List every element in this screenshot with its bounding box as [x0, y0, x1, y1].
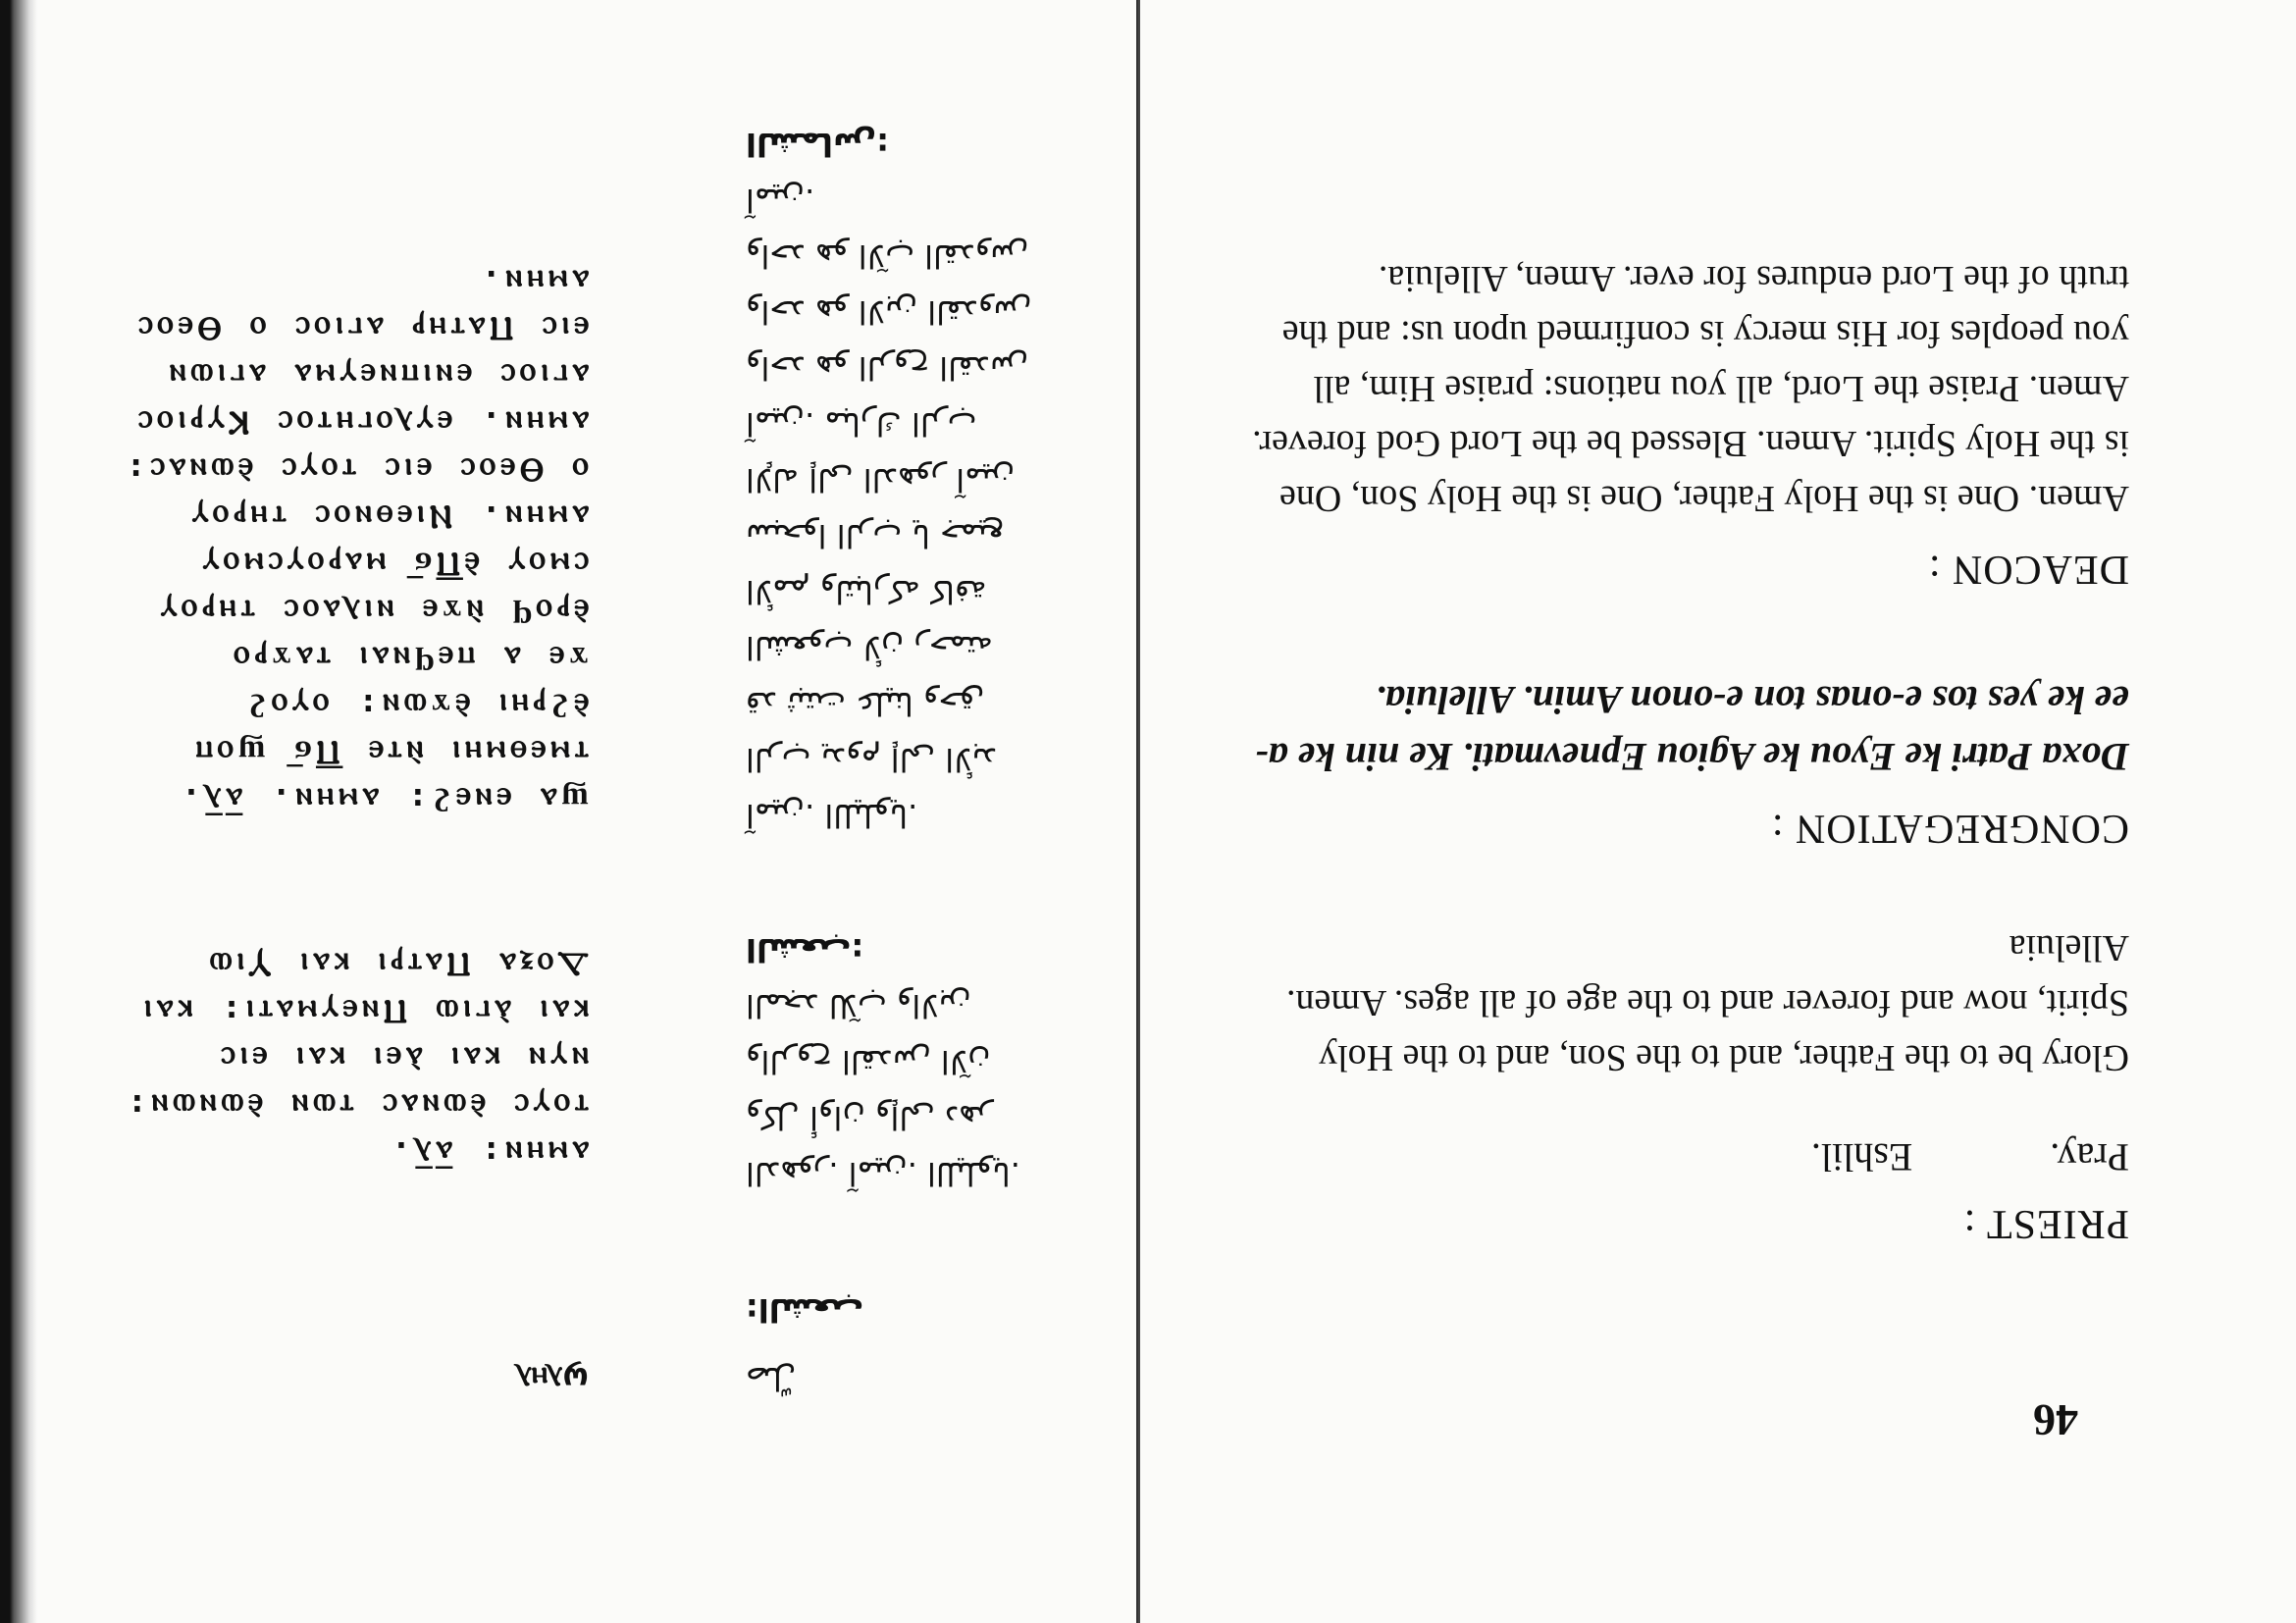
- arabic-line: واحد هو الابن القدوس: [746, 293, 1032, 331]
- coptic-line: ϣⲁ ⲉⲛⲉϩ: ⲁⲙⲏⲛ. ⲁ̅ⲗ̅.: [177, 781, 589, 819]
- arabic-line: آمين.: [746, 182, 815, 219]
- arabic-line: واحد هو الآب القدوس: [746, 237, 1029, 275]
- coptic-line: ⲉ̀ϩⲣⲏⲓ ⲉ̀ϫⲱⲛ: ⲟⲩⲟϩ: [242, 687, 589, 725]
- arabic-line: الشعوب لأن رحمته: [746, 629, 993, 666]
- arabic-line: قد ثبتت علينا وحق: [746, 685, 984, 722]
- arabic-priest-label: الشعب:: [746, 1291, 864, 1329]
- english-page: [1138, 0, 2296, 1623]
- arabic-deacon-block: [746, 116, 1070, 843]
- coptic-line: ⲛⲩⲛ ⲕⲁⲓ ⲁ̀ⲉⲓ ⲕⲁⲓ ⲉⲓⲥ: [216, 1040, 589, 1078]
- priest-response-row: [1248, 1134, 2129, 1180]
- arabic-line: الإله إلى الدهور آمين: [746, 461, 1016, 498]
- priest-eshlil-text: Eshlil.: [1810, 1135, 1913, 1179]
- arabic-pray-label: صلّ: [746, 1360, 797, 1397]
- coptic-line: ⲁⲙⲏⲛ. ⲉⲩⲗⲟⲅⲏⲧⲟⲥ Ⲕⲩⲣⲓⲟⲥ: [133, 404, 589, 443]
- deacon-speaker-label: DEACON :: [1927, 547, 2129, 592]
- arabic-line: آمين. مبارك الرب: [746, 405, 977, 443]
- coptic-doxology-block: [78, 941, 589, 1177]
- arabic-line: سبحوا الرب يا جميع: [746, 517, 1005, 554]
- coptic-line: ⲁⲙⲏⲛ.: [476, 263, 589, 301]
- coptic-line: ⲉ̀ⲣⲟϥ ⲛ̀ϫⲉ ⲛⲓⲗⲁⲟⲥ ⲧⲏⲣⲟⲩ: [155, 593, 589, 631]
- priest-speaker-label: PRIEST :: [1962, 1201, 2129, 1246]
- coptic-line: ⲕⲁⲓ ⲁ̀ⲅⲓⲱ Ⲡⲛⲉⲩⲙⲁⲧⲓ: ⲕⲁⲓ: [138, 993, 589, 1031]
- arabic-line: المجد للآب والابن: [746, 987, 971, 1024]
- arabic-line: واحد هو الروح القدس: [746, 349, 1028, 387]
- book-edge-shadow: [0, 0, 37, 1623]
- page-number: 46: [2033, 1395, 2078, 1445]
- coptic-arabic-page: [0, 0, 1138, 1623]
- coptic-line: ⲉⲓⲥ Ⲡⲁⲧⲏⲣ ⲁⲅⲓⲟⲥ ⲟ Ⲑⲉⲟⲥ: [133, 310, 589, 348]
- coptic-line: ⲁⲙⲏⲛ. Ⲛⲓⲉⲑⲛⲟⲥ ⲧⲏⲣⲟⲩ: [186, 498, 589, 537]
- arabic-line: وكل أوان وإلى دهر: [746, 1099, 993, 1136]
- coptic-line: ⲟ Ⲑⲉⲟⲥ ⲉⲓⲥ ⲧⲟⲩⲥ ⲉ̀ⲱⲛⲁⲥ:: [121, 451, 589, 490]
- coptic-line: ⲁⲙⲏⲛ: ⲁ̅ⲗ̅.: [386, 1134, 589, 1173]
- congregation-speaker-label: CONGREGATION :: [1770, 806, 2129, 851]
- deacon-english-text: Amen. One is the Holy Father, One is the Holy Son, One is the Holy Spirit. Amen. Blessed be the Lord God forever. Amen. Praise the Lord, all you nations: praise Him, all you peoples for His mercy is confirmed upon us: and the truth of the Lord endures for ever. Amen, Alleluia.: [1252, 258, 2129, 519]
- coptic-line: ⲧⲟⲩⲥ ⲉ̀ⲱⲛⲁⲥ ⲧⲱⲛ ⲉ̀ⲱⲛⲱⲛ:: [122, 1087, 589, 1126]
- coptic-line: ⲁⲅⲓⲟⲥ ⲉⲛⲓⲡⲛⲉⲩⲙⲁ ⲁⲅⲓⲱⲛ: [164, 357, 589, 395]
- arabic-congregation-label: الشعب:: [746, 931, 864, 969]
- arabic-line: الأمم ولتباركه كافة: [746, 573, 987, 610]
- arabic-line: الرب يدوم إلى الأبد: [746, 741, 998, 778]
- coptic-line: Ⲇⲟⲝⲁ Ⲡⲁⲧⲣⲓ ⲕⲁⲓ Ⲩⲓⲱ: [204, 946, 589, 984]
- coptic-line: ⲥⲙⲟⲩ ⲉ̀Ⲡ̅ϭ̅ ⲙⲁⲣⲟⲩⲥⲙⲟⲩ: [197, 546, 589, 584]
- coptic-line: ⲧⲙⲉⲑⲙⲏⲓ ⲛ̀ⲧⲉ Ⲡ̅ϭ̅ ϣⲟⲡ: [190, 734, 589, 772]
- arabic-line: آمين. الليلويا.: [746, 797, 918, 834]
- arabic-deacon-label: الشماس:: [746, 126, 889, 163]
- arabic-doxology-block: [746, 921, 1070, 1201]
- arabic-line: والروح القدس الآن: [746, 1043, 991, 1080]
- doxology-english-text: Glory be to the Father, and to the Son, and to the Holy Spirit, now and forever and to the age of all ages. Amen. Alleluia: [1286, 927, 2129, 1078]
- coptic-deacon-block: [78, 258, 589, 823]
- coptic-pray-label: ϣⲗⲏⲗ: [516, 1360, 589, 1397]
- priest-pray-text: Pray.: [2050, 1135, 2129, 1179]
- arabic-line: الدهور. آمين. الليلويا.: [746, 1155, 1020, 1192]
- congregation-transliteration: Doxa Patri ke Eyou ke Agiou Epnevmati. Ke nin ke a-ee ke yes tos e-onas ton e-onon Amin. Alleluia.: [1255, 678, 2129, 779]
- coptic-line: ϫⲉ ⲁ ⲡⲉϥⲛⲁⲓ ⲧⲁϫⲣⲟ: [229, 640, 589, 678]
